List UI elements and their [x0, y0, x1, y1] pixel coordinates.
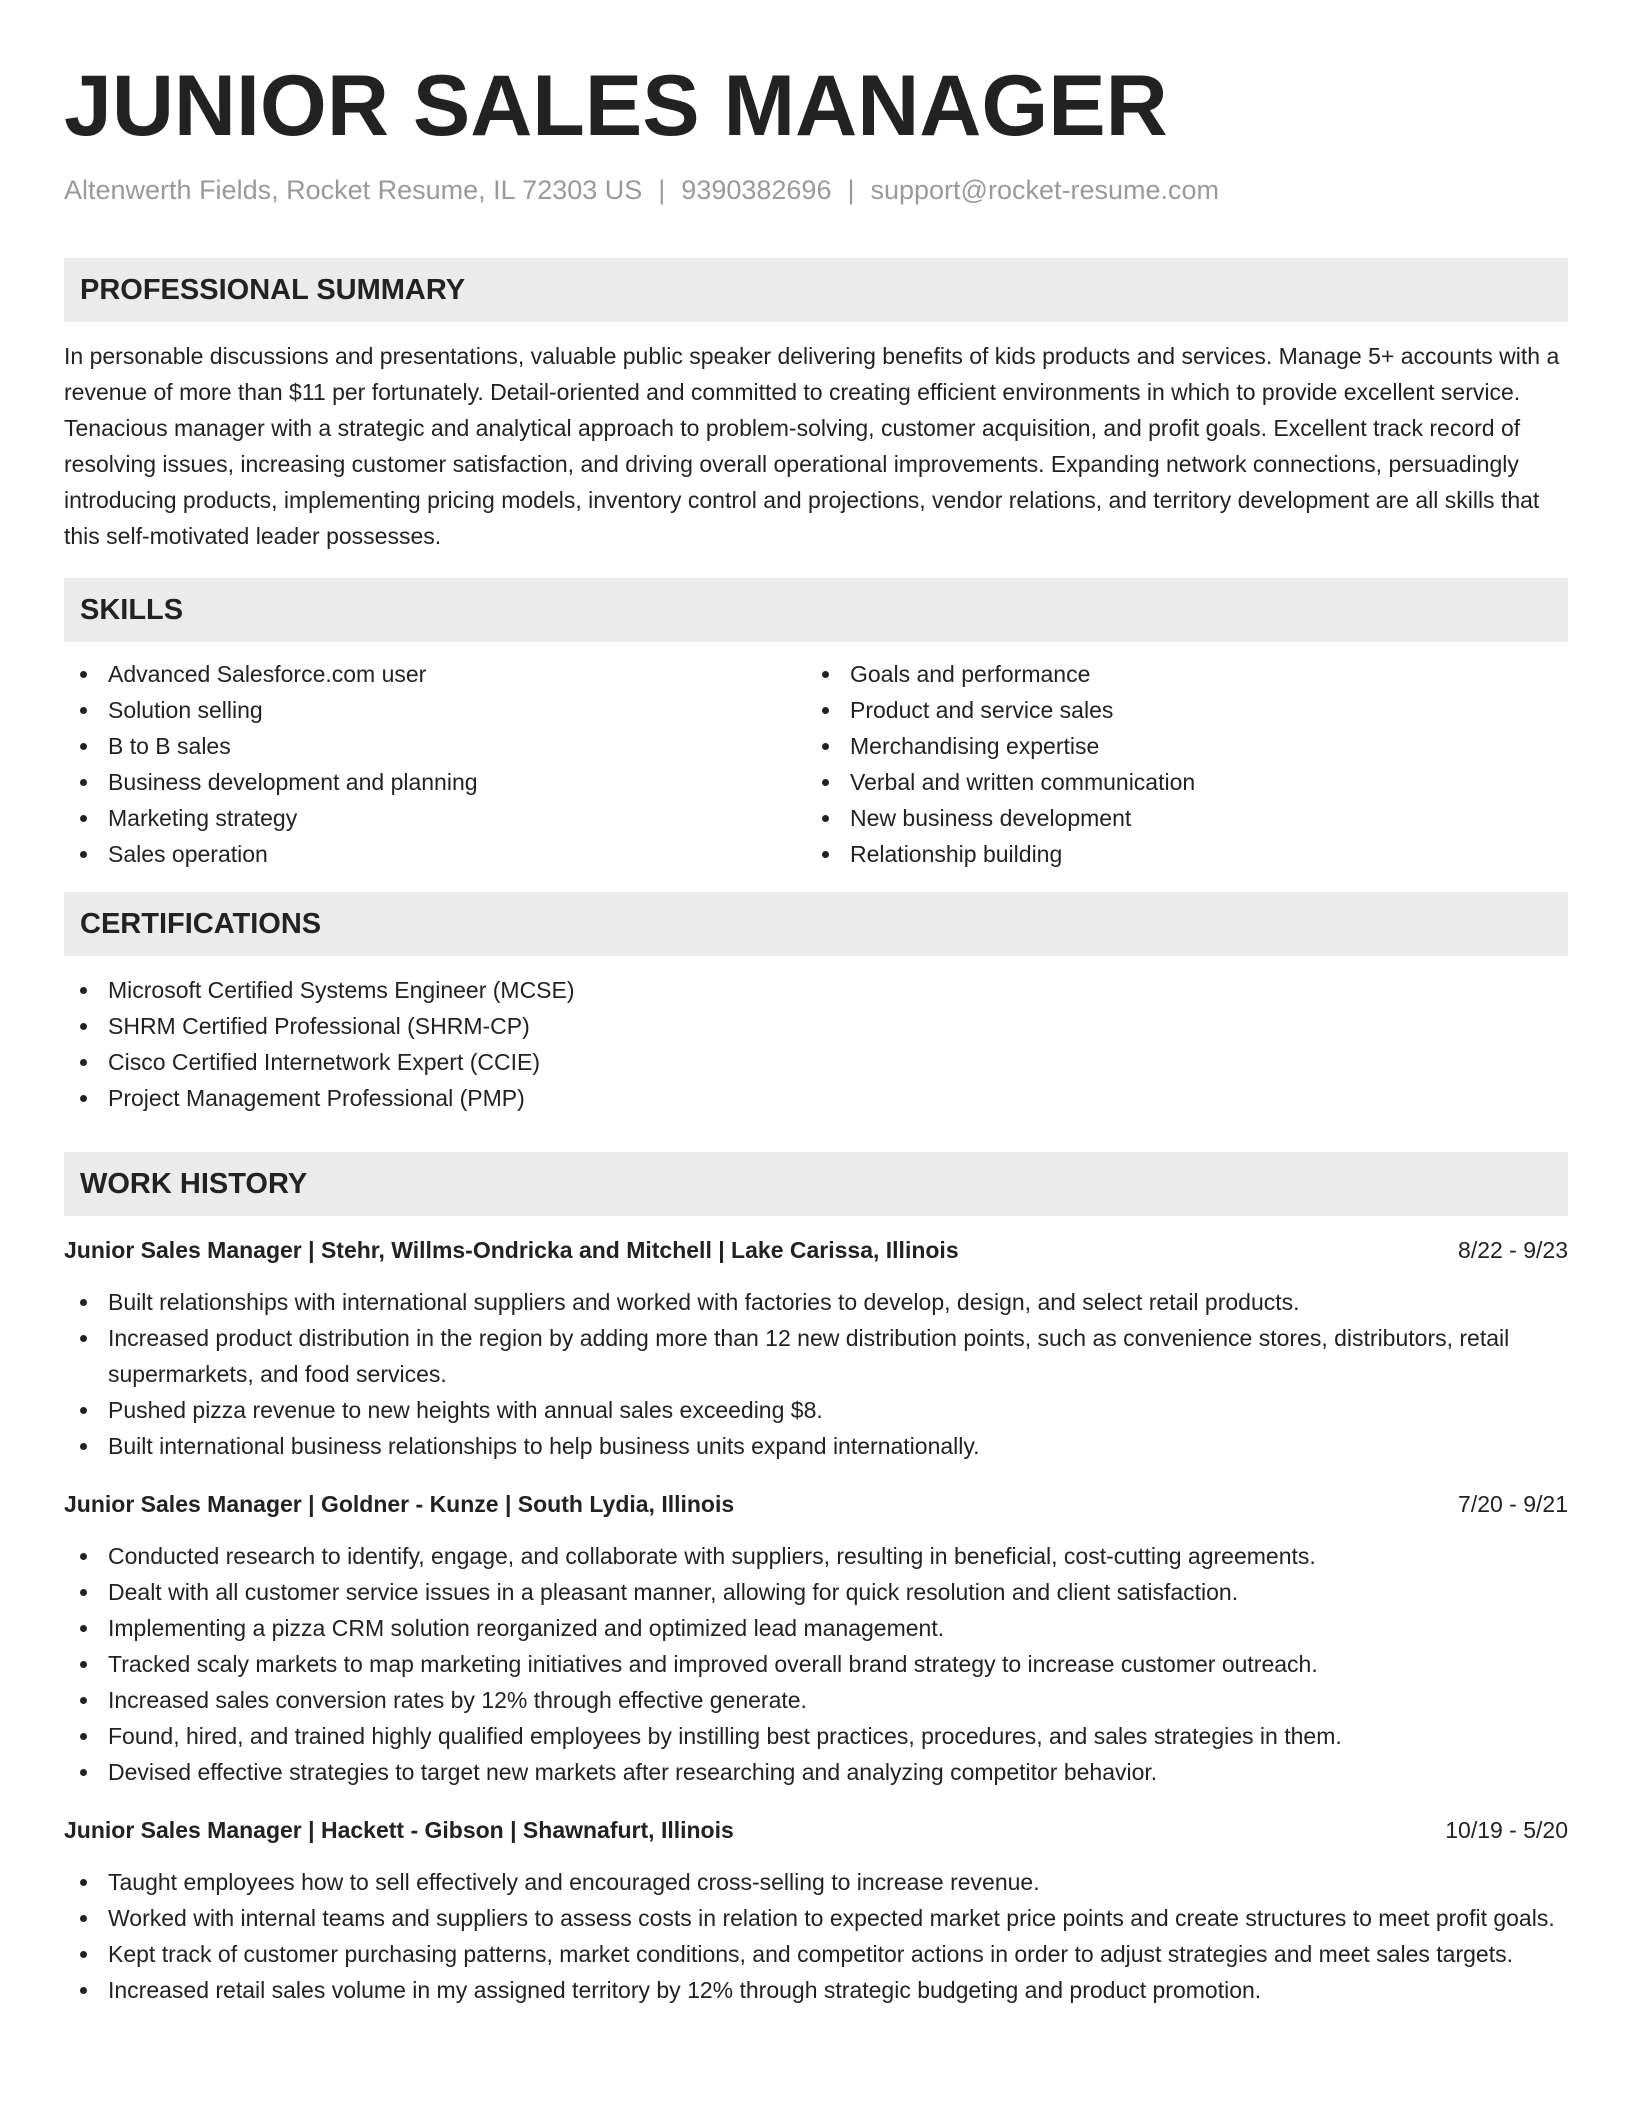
skill-item: Merchandising expertise: [806, 728, 1548, 764]
summary-text: In personable discussions and presentations, valuable public speaker delivering benefits of kids products and services. Manage 5+ accounts with a revenue of more than $11 per fortunately. Detail-oriented and committed to creating efficient environments in which to provide excellent service. Tenacious manager with a strategic and analytical approach to problem-solving, customer acquisition, and profit goals. Excellent track record of resolving issues, increasing customer satisfaction, and driving overall operational improvements. Expanding network connections, persuadingly introducing products, implementing pricing models, inventory control and projections, vendor relations, and territory development are all skills that this self-motivated leader possesses.: [64, 343, 1560, 549]
job-bullet: Pushed pizza revenue to new heights with annual sales exceeding $8.: [64, 1392, 1568, 1428]
skill-item: Relationship building: [806, 836, 1548, 872]
job-dates: 8/22 - 9/23: [1458, 1237, 1568, 1263]
skill-item: Verbal and written communication: [806, 764, 1548, 800]
certification-item: SHRM Certified Professional (SHRM-CP): [64, 1008, 1568, 1044]
contact-separator: |: [658, 175, 666, 205]
skill-item: Goals and performance: [806, 656, 1548, 692]
skills-grid: [64, 656, 1568, 872]
certification-item: Project Management Professional (PMP): [64, 1080, 1568, 1116]
section-header-skills: SKILLS: [64, 578, 1568, 642]
job-title: Junior Sales Manager | Hackett - Gibson | Shawnafurt, Illinois: [64, 1817, 734, 1843]
job-bullet: Found, hired, and trained highly qualified employees by instilling best practices, procedures, and sales strategies in them.: [64, 1718, 1568, 1754]
job-heading: [64, 1486, 1568, 1522]
job-bullet: Increased retail sales volume in my assigned territory by 12% through strategic budgeting and product promotion.: [64, 1972, 1568, 2008]
job-entry: [64, 1486, 1568, 1790]
job-bullet: Increased product distribution in the region by adding more than 12 new distribution points, such as convenience stores, distributors, retail supermarkets, and food services.: [64, 1320, 1568, 1392]
skill-item: Marketing strategy: [64, 800, 806, 836]
job-entry: [64, 1232, 1568, 1464]
contact-line: [64, 172, 1568, 208]
job-bullet: Kept track of customer purchasing patterns, market conditions, and competitor actions in order to adjust strategies and meet sales targets.: [64, 1936, 1568, 1972]
section-header-certifications: CERTIFICATIONS: [64, 892, 1568, 956]
section-header-work-history: WORK HISTORY: [64, 1152, 1568, 1216]
job-title: Junior Sales Manager | Goldner - Kunze | South Lydia, Illinois: [64, 1491, 735, 1517]
contact-email[interactable]: support@rocket-resume.com: [870, 175, 1220, 205]
certification-item: Cisco Certified Internetwork Expert (CCIE): [64, 1044, 1568, 1080]
job-bullet: Built relationships with international suppliers and worked with factories to develop, design, and select retail products.: [64, 1284, 1568, 1320]
certification-item: Microsoft Certified Systems Engineer (MCSE): [64, 972, 1568, 1008]
job-bullet-list: [64, 1538, 1568, 1790]
job-bullet: Built international business relationships to help business units expand internationally.: [64, 1428, 1568, 1464]
skill-item: Advanced Salesforce.com user: [64, 656, 806, 692]
skills-list-left: [64, 656, 806, 872]
job-entry: [64, 1812, 1568, 2008]
job-title: Junior Sales Manager | Stehr, Willms-Ondricka and Mitchell | Lake Carissa, Illinois: [64, 1237, 959, 1263]
skill-item: Product and service sales: [806, 692, 1548, 728]
skill-item: New business development: [806, 800, 1548, 836]
job-bullet: Tracked scaly markets to map marketing initiatives and improved overall brand strategy to increase customer outreach.: [64, 1646, 1568, 1682]
job-bullet: Implementing a pizza CRM solution reorganized and optimized lead management.: [64, 1610, 1568, 1646]
job-bullet: Taught employees how to sell effectively and encouraged cross-selling to increase revenue.: [64, 1864, 1568, 1900]
job-bullet: Conducted research to identify, engage, and collaborate with suppliers, resulting in beneficial, cost-cutting agreements.: [64, 1538, 1568, 1574]
job-dates: 10/19 - 5/20: [1445, 1817, 1568, 1843]
resume-title: JUNIOR SALES MANAGER: [64, 58, 1168, 154]
job-heading: [64, 1232, 1568, 1268]
job-bullet: Dealt with all customer service issues in a pleasant manner, allowing for quick resolution and client satisfaction.: [64, 1574, 1568, 1610]
section-header-summary: PROFESSIONAL SUMMARY: [64, 258, 1568, 322]
job-heading: [64, 1812, 1568, 1848]
skill-item: Sales operation: [64, 836, 806, 872]
contact-address: Altenwerth Fields, Rocket Resume, IL 72303 US: [64, 175, 643, 205]
skill-item: Business development and planning: [64, 764, 806, 800]
skill-item: B to B sales: [64, 728, 806, 764]
job-dates: 7/20 - 9/21: [1458, 1491, 1568, 1517]
job-bullet: Increased sales conversion rates by 12% through effective generate.: [64, 1682, 1568, 1718]
resume-page: [64, 0, 1568, 2008]
skill-item: Solution selling: [64, 692, 806, 728]
job-bullet-list: [64, 1864, 1568, 2008]
job-bullet: Devised effective strategies to target new markets after researching and analyzing competitor behavior.: [64, 1754, 1568, 1790]
job-bullet-list: [64, 1284, 1568, 1464]
certifications-list: [64, 972, 1568, 1116]
skills-list-right: [806, 656, 1548, 872]
contact-phone: 9390382696: [681, 175, 832, 205]
job-bullet: Worked with internal teams and suppliers to assess costs in relation to expected market price points and create structures to meet profit goals.: [64, 1900, 1568, 1936]
contact-separator: |: [847, 175, 855, 205]
